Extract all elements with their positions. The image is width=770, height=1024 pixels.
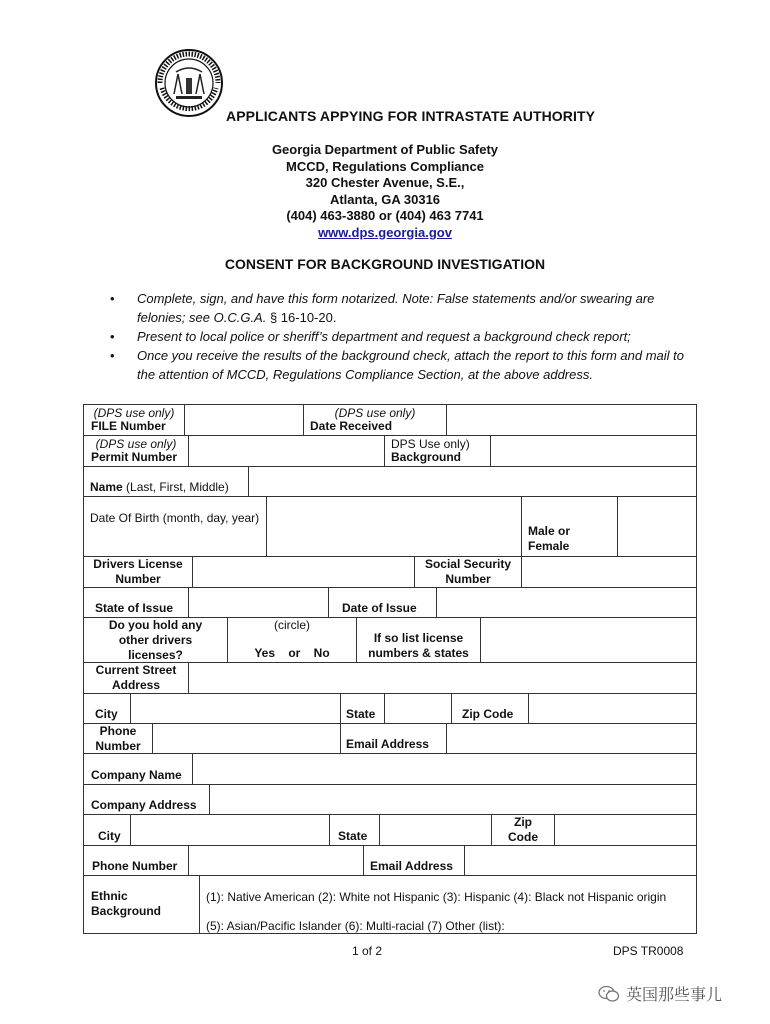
wechat-icon bbox=[598, 985, 620, 1003]
phone-field[interactable] bbox=[153, 724, 341, 753]
name-field[interactable] bbox=[249, 467, 696, 496]
form-row bbox=[84, 497, 696, 557]
other-licenses-question: Do you hold any other drivers licenses? bbox=[84, 618, 228, 662]
zip-code-field[interactable] bbox=[529, 694, 696, 723]
ethnic-options-line: (5): Asian/Pacific Islander (6): Multi-racial (7) Other (list): bbox=[206, 919, 505, 933]
city-label: City bbox=[84, 694, 131, 723]
company-name-label: Company Name bbox=[84, 754, 193, 784]
form-row bbox=[84, 618, 696, 663]
company-zip-field[interactable] bbox=[555, 815, 696, 845]
company-address-label: Company Address bbox=[84, 785, 210, 814]
form-row bbox=[84, 467, 696, 497]
current-street-field[interactable] bbox=[189, 663, 696, 693]
city-field[interactable] bbox=[131, 694, 341, 723]
form-row bbox=[84, 663, 696, 694]
state-of-issue-label: State of Issue bbox=[84, 588, 189, 617]
state-field[interactable] bbox=[385, 694, 452, 723]
background-form bbox=[83, 404, 697, 934]
form-row bbox=[84, 724, 696, 754]
state-of-issue-field[interactable] bbox=[189, 588, 329, 617]
drivers-license-label: Drivers License Number bbox=[84, 557, 193, 587]
state-label: State bbox=[341, 694, 385, 723]
address-line: Georgia Department of Public Safety bbox=[271, 142, 499, 157]
agency-address bbox=[0, 142, 770, 241]
date-received-field[interactable] bbox=[447, 405, 696, 435]
file-number-field[interactable] bbox=[185, 405, 304, 435]
dob-label: Date Of Birth (month, day, year) bbox=[84, 497, 267, 556]
list-license-label: If so list license numbers & states bbox=[357, 618, 481, 662]
form-row bbox=[84, 846, 696, 876]
company-phone-label: Phone Number bbox=[84, 846, 189, 875]
address-line: MCCD, Regulations Compliance bbox=[286, 158, 484, 174]
address-line: 320 Chester Avenue, S.E., bbox=[305, 175, 465, 190]
date-of-issue-label: Date of Issue bbox=[329, 588, 437, 617]
company-state-field[interactable] bbox=[380, 815, 492, 845]
form-row bbox=[84, 815, 696, 846]
form-row bbox=[84, 588, 696, 618]
address-line: (404) 463-3880 or (404) 463 7741 bbox=[286, 208, 484, 223]
watermark-text: 英国那些事儿 bbox=[626, 987, 723, 1004]
page-number: 1 of 2 bbox=[351, 944, 383, 958]
instruction-item: • Once you receive the results of the background check, attach the report to this form and mail to the attention of MCCD, Regulations Compliance Section, at the above address. bbox=[110, 346, 690, 384]
ethnic-background-label: Ethnic Background bbox=[84, 876, 200, 933]
form-row bbox=[84, 694, 696, 724]
ethnic-background-options[interactable] bbox=[200, 876, 696, 933]
email-field[interactable] bbox=[447, 724, 696, 753]
sex-field[interactable] bbox=[618, 497, 696, 556]
instruction-item: • Present to local police or sheriff’s department and request a background check report; bbox=[110, 327, 690, 346]
ssn-label: Social Security Number bbox=[415, 557, 522, 587]
current-street-label: Current Street Address bbox=[84, 663, 189, 693]
georgia-state-seal bbox=[154, 48, 224, 118]
website-link[interactable]: www.dps.georgia.gov bbox=[318, 224, 452, 240]
drivers-license-field[interactable] bbox=[193, 557, 415, 587]
watermark bbox=[598, 982, 722, 1005]
zip-code-label: Zip Code bbox=[452, 694, 529, 723]
form-row bbox=[84, 405, 696, 436]
form-row bbox=[84, 785, 696, 815]
consent-title: CONSENT FOR BACKGROUND INVESTIGATION bbox=[224, 256, 546, 272]
background-label: DPS Use only) Background bbox=[385, 436, 491, 466]
form-code: DPS TR0008 bbox=[613, 944, 684, 958]
date-of-issue-field[interactable] bbox=[437, 588, 696, 617]
dob-field[interactable] bbox=[267, 497, 522, 556]
email-label: Email Address bbox=[341, 724, 447, 753]
name-label: Name (Last, First, Middle) bbox=[84, 467, 249, 496]
company-state-label: State bbox=[330, 815, 380, 845]
phone-label: Phone Number bbox=[84, 724, 153, 753]
ssn-field[interactable] bbox=[522, 557, 696, 587]
ethnic-options-line: (1): Native American (2): White not Hispanic (3): Hispanic (4): Black not Hispanic origin bbox=[206, 890, 667, 904]
company-address-field[interactable] bbox=[210, 785, 696, 814]
form-row bbox=[84, 876, 696, 933]
company-name-field[interactable] bbox=[193, 754, 696, 784]
permit-number-label: (DPS use only) Permit Number bbox=[84, 436, 189, 466]
company-zip-label: Zip Code bbox=[492, 815, 555, 845]
address-line: Atlanta, GA 30316 bbox=[329, 191, 441, 207]
company-email-label: Email Address bbox=[364, 846, 465, 875]
form-row bbox=[84, 754, 696, 785]
list-license-field[interactable] bbox=[481, 618, 696, 662]
permit-number-field[interactable] bbox=[189, 436, 385, 466]
form-row bbox=[84, 436, 696, 467]
instructions-list bbox=[110, 289, 690, 384]
date-received-label: (DPS use only) Date Received bbox=[304, 405, 447, 435]
background-field[interactable] bbox=[491, 436, 696, 466]
company-city-field[interactable] bbox=[131, 815, 330, 845]
form-row bbox=[84, 557, 696, 588]
form-title: APPLICANTS APPYING FOR INTRASTATE AUTHORITY bbox=[226, 108, 596, 124]
yes-no-choice[interactable]: (circle) Yes or No bbox=[228, 618, 357, 662]
instruction-item: • Complete, sign, and have this form notarized. Note: False statements and/or swearing are felonies; see O.C.G.A. § 16-10-20. bbox=[110, 289, 690, 327]
file-number-label: (DPS use only) FILE Number bbox=[84, 405, 185, 435]
company-email-field[interactable] bbox=[465, 846, 696, 875]
company-phone-field[interactable] bbox=[189, 846, 364, 875]
sex-label: Male or Female bbox=[522, 497, 618, 556]
company-city-label: City bbox=[84, 815, 131, 845]
